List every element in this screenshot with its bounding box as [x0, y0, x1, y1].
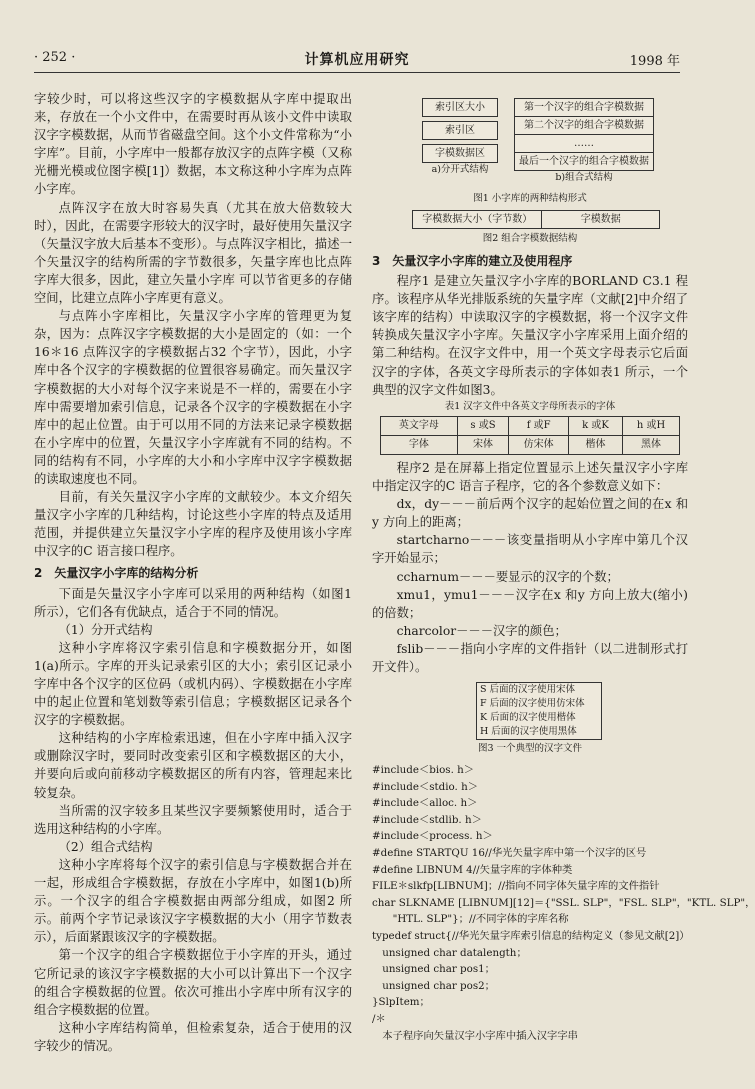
running-header [34, 50, 680, 73]
fig1b-box: 第二个汉字的组合字模数据 [514, 117, 654, 135]
fig1b-box: 最后一个汉字的组合字模数据 [514, 152, 654, 171]
section-heading-3: 3 矢量汉字小字库的建立及使用程序 [372, 254, 573, 268]
page-number: · 252 · [34, 50, 76, 65]
table-cell: k 或K [568, 416, 622, 435]
code-line: 本子程序向矢量汉字小字库中插入汉字字串 [372, 1029, 578, 1042]
fig1b-box: 第一个汉字的组合字模数据 [514, 98, 654, 117]
code-line: FILE＊slkfp[LIBNUM]；//指向不同字体矢量字库的文件指针 [372, 880, 660, 893]
figure-2 [372, 210, 688, 248]
figure-3 [476, 682, 602, 740]
paragraph: 第一个汉字的组合字模数据位于小字库的开头，通过它所记录的该汉字字模数据的大小可以计算出下一个汉字的组合字模数据的位置。依次可推出小字库中所有汉字的组合字模数据的位置。 [34, 948, 352, 1017]
fig3-line: H 后面的汉字使用黑体 [480, 726, 577, 738]
figure-3-caption: 图3 一个典型的汉字文件 [477, 743, 583, 755]
fig3-line: K 后面的汉字使用楷体 [480, 712, 576, 724]
figure-1a [422, 98, 498, 177]
paragraph: 目前，有关矢量汉字小字库的文献较少。本文介绍矢量汉字小字库的几种结构，讨论这些小字库的特点及适用范围，并提供建立矢量汉字小字库的程序及使用该小字库中汉字的C 语言接口程序。 [34, 490, 352, 559]
table-cell: 字体 [381, 435, 458, 454]
code-line: char SLKNAME [LIBNUM][12]＝{"SSL. SLP"，"FSL. SLP"，"KTL. SLP"， [372, 896, 755, 909]
paragraph: 与点阵小字库相比，矢量汉字小字库的管理更为复杂，因为：点阵汉字字模数据的大小是固定的（如：一个16＊16 点阵汉字的字模数据占32 个字节），因此，小字库中各个汉字的字模数据的位置很容易确定。而矢量汉字字模数据的大小对每个汉字来说是不一样的，需要在小字库中需要增加索引信息，记录各个汉字的字模数据在小字库中的起止位置。由于可以用不同的方法来记录字模数据在小字库中的位置，矢量汉字小字库就有不同的结构。不同的结构有不同，小字库的大小和小字库中汉字字模数据的读取速度也不同。 [34, 309, 352, 486]
code-line: unsigned char pos2； [372, 979, 495, 992]
figure-2-diagram [412, 210, 660, 229]
code-line: #include＜alloc. h＞ [372, 797, 478, 810]
figure-1 [372, 92, 688, 210]
year: 1998 年 [629, 54, 680, 69]
paragraph: 当所需的汉字较多且某些汉字要频繁使用时，适合于选用这种结构的小字库。 [34, 803, 352, 836]
subsection-heading: （2）组合式结构 [58, 839, 153, 854]
table-cell: s 或S [457, 416, 508, 435]
paragraph: 这种小字库将每个汉字的索引信息与字模数据合并在一起，形成组合字模数据，存放在小字库中，如图1(b)所示。一个汉字的组合字模数据由两部分组成，如图2 所示。前两个字节记录该汉字字模数据的大小（用字节数表示），后面紧跟该汉字的字模数据。 [34, 857, 352, 945]
paragraph: 下面是矢量汉字小字库可以采用的两种结构（如图1 所示），它们各有优缺点，适合于不同的情况。 [34, 586, 352, 619]
code-line: #include＜stdlib. h＞ [372, 813, 482, 826]
paragraph: 程序1 是建立矢量汉字小字库的BORLAND C3.1 程序。该程序从华光排版系统的矢量字库（文献[2]中介绍了该字库的结构）中读取汉字的字模数据，将一个汉字文件转换成矢量汉字小字库。矢量汉字小字库采用上面介绍的第二种结构。在汉字文件中，用一个英文字母表示它后面汉字的字体，各英文字母所表示的字体如表1 所示，一个典型的汉字文件如图3。 [372, 274, 688, 397]
paragraph: 这种结构的小字库检索迅速，但在小字库中插入汉字或删除汉字时，要同时改变索引区和字模数据区的大小，并要向后或向前移动字模数据区的所有内容，管理起来比较复杂。 [34, 731, 352, 800]
journal-title: 计算机应用研究 [304, 52, 410, 68]
fig3-line: F 后面的汉字使用仿宋体 [480, 698, 585, 710]
code-line: typedef struct{//华光矢量字库索引信息的结构定义（参见文献[2]） [372, 930, 690, 942]
paragraph: 字较少时，可以将这些汉字的字模数据从字库中提取出来，存放在一个小文件中，在需要时再从该小文件中读取汉字字模数据，从而节省磁盘空间。这个小文件常称为“小字库”。目前，小字库中一般都存放汉字的点阵字模（又称光栅光模或位图字模[1]）数据，本文称这种小字库为点阵小字库。 [34, 92, 352, 197]
table-1 [380, 416, 680, 455]
param-desc: xmu1，ymu1－－－汉字在x 和y 方向上放大(缩小)的倍数； [372, 587, 688, 620]
code-line: #define LIBNUM 4//矢量字库的字体种类 [372, 863, 573, 876]
param-desc: ccharnum－－－要显示的汉字的个数； [396, 569, 619, 584]
fig2-box: 字模数据 [542, 210, 660, 229]
code-line: "HTL. SLP"}；//不同字体的字库名称 [372, 913, 569, 926]
fig2-box: 字模数据大小（字节数） [412, 210, 542, 229]
param-desc: charcolor－－－汉字的颜色； [396, 623, 567, 638]
figure-1-caption: 图1 小字库的两种结构形式 [473, 193, 587, 204]
code-line: }SlpItem； [372, 996, 430, 1009]
figure-2-caption: 图2 组合字模数据结构 [482, 233, 578, 244]
code-line: #include＜process. h＞ [372, 830, 493, 843]
paragraph: 这种小字库将汉字索引信息和字模数据分开，如图1(a)所示。字库的开头记录索引区的大小；索引区记录小字库中各个汉字的区位码（或机内码）、字模数据在小字库中的起止位置和笔划数等索引信息；字模数据区记录各个汉字的字模数据。 [34, 640, 352, 728]
table-cell: f 或F [509, 416, 569, 435]
table-cell: 黑体 [623, 435, 680, 454]
table-row [381, 435, 680, 454]
section-heading-2: 2 矢量汉字小字库的结构分析 [34, 566, 199, 581]
param-desc: dx，dy－－－前后两个汉字的起始位置之间的在x 和y 方向上的距离； [372, 497, 688, 530]
table-cell: 英文字母 [381, 416, 458, 435]
table-cell: h 或H [623, 416, 680, 435]
table-cell: 仿宋体 [509, 435, 569, 454]
param-desc: fslib－－－指向小字库的文件指针（以二进制形式打开文件）。 [372, 641, 688, 674]
table-1-caption: 表1 汉字文件中各英文字母所表示的字体 [444, 400, 616, 412]
table-row [381, 416, 680, 435]
code-line: unsigned char pos1； [372, 963, 495, 976]
code-listing [372, 762, 755, 1044]
code-line: /＊ [372, 1012, 386, 1025]
fig3-line: S 后面的汉字使用宋体 [480, 684, 576, 696]
table-cell: 宋体 [457, 435, 508, 454]
subsection-heading: （1）分开式结构 [58, 622, 153, 637]
code-line: unsigned char datalength； [372, 946, 527, 959]
fig1b-caption: b)组合式结构 [555, 172, 613, 183]
figure-1b [514, 98, 654, 185]
code-line: #include＜bios. h＞ [372, 764, 475, 777]
right-column [372, 92, 755, 1044]
left-column [34, 90, 352, 1055]
fig1a-box: 索引区大小 [422, 98, 498, 117]
table-cell: 楷体 [568, 435, 622, 454]
paragraph: 程序2 是在屏幕上指定位置显示上述矢量汉字小字库中指定汉字的C 语言子程序，它的各个参数意义如下： [372, 460, 688, 494]
paragraph: 点阵汉字在放大时容易失真（尤其在放大倍数较大时），因此，在需要字形较大的汉字时，最好使用矢量汉字（矢量汉字放大后基本不变形）。与点阵汉字相比，描述一个矢量汉字的结构所需的字节数很多，矢量字库也比点阵字库大很多，因此，建立矢量小字库 可以节省更多的存储空间，比建立点阵小字库更有意义。 [34, 200, 352, 306]
code-line: #define STARTQU 16//华光矢量字库中第一个汉字的区号 [372, 847, 647, 860]
fig1b-box: …… [514, 135, 654, 152]
fig1a-box: 索引区 [422, 121, 498, 140]
fig1a-box: 字模数据区 [422, 144, 498, 163]
paragraph: 这种小字库结构简单，但检索复杂，适合于使用的汉字较少的情况。 [34, 1020, 352, 1053]
code-line: #include＜stdio. h＞ [372, 780, 479, 793]
fig1a-caption: a)分开式结构 [431, 164, 489, 175]
param-desc: startcharno－－－该变量指明从小字库中第几个汉字开始显示； [372, 533, 688, 566]
